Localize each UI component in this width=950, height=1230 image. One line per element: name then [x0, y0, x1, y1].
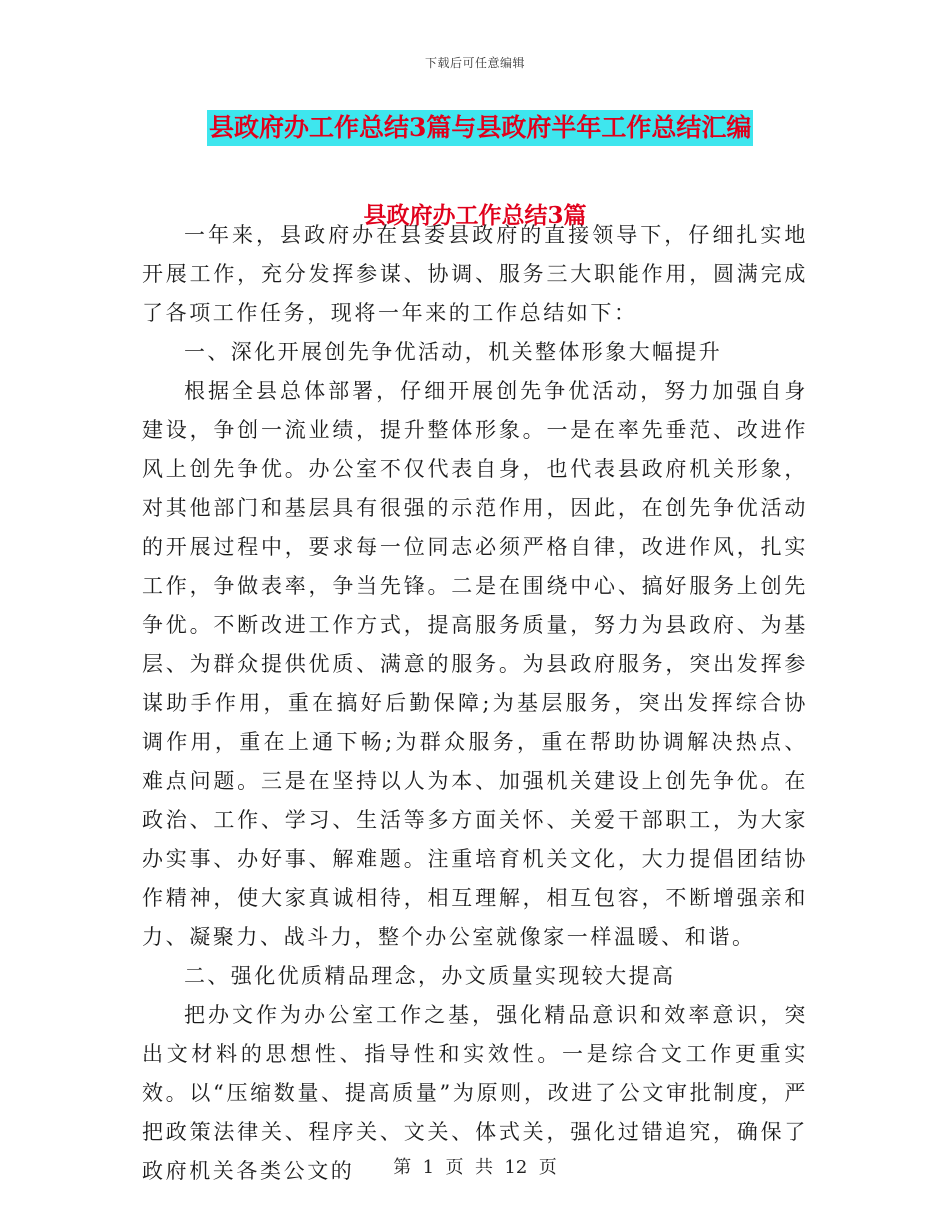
paragraph-section-1: 根据全县总体部署，仔细开展创先争优活动，努力加强自身建设，争创一流业绩，提升整体形象。一是在率先垂范、改进作风上创先争优。办公室不仅代表自身，也代表县政府机关形象，对其他部门和基层具有很强的示范作用，因此，在创先争优活动的开展过程中，要求每一位同志必须严格自律，改进作风，扎实工作，争做表率，争当先锋。二是在围绕中心、搞好服务上创先争优。不断改进工作方式，提高服务质量，努力为县政府、为基层、为群众提供优质、满意的服务。为县政府服务，突出发挥参谋助手作用，重在搞好后勤保障;为基层服务，突出发挥综合协调作用，重在上通下畅;为群众服务，重在帮助协调解决热点、难点问题。三是在坚持以人为本、加强机关建设上创先争优。在政治、工作、学习、生活等多方面关怀、关爱干部职工，为大家办实事、办好事、解难题。注重培育机关文化，大力提倡团结协作精神，使大家真诚相待，相互理解，相互包容，不断增强亲和力、凝聚力、战斗力，整个办公室就像家一样温暖、和谐。 — [142, 379, 808, 949]
paragraph-section-2: 把办文作为办公室工作之基，强化精品意识和效率意识，突出文材料的思想性、指导性和实效性。一是综合文工作更重实效。以“压缩数量、提高质量”为原则，改进了公文审批制度，严把政策法律关、程序关、文关、体式关，强化过错追究，确保了政府机关各类公文的 — [142, 1003, 808, 1183]
paragraph-intro: 一年来，县政府办在县委县政府的直接领导下，仔细扎实地开展工作，充分发挥参谋、协调、服务三大职能作用，圆满完成了各项工作任务，现将一年来的工作总结如下： — [142, 223, 808, 325]
page-footer: 第 1 页 共 12 页 — [393, 1157, 557, 1178]
main-title-container — [207, 110, 791, 148]
document-body — [142, 216, 808, 1191]
sub-title: 县政府办工作总结3篇 — [363, 202, 587, 229]
section-heading-1: 一、深化开展创先争优活动，机关整体形象大幅提升 — [184, 340, 723, 364]
header-note: 下载后可任意编辑 — [424, 56, 525, 70]
main-title: 县政府办工作总结3篇与县政府半年工作总结汇编 — [207, 110, 753, 146]
section-heading-2: 二、强化优质精品理念，办文质量实现较大提高 — [184, 964, 676, 988]
